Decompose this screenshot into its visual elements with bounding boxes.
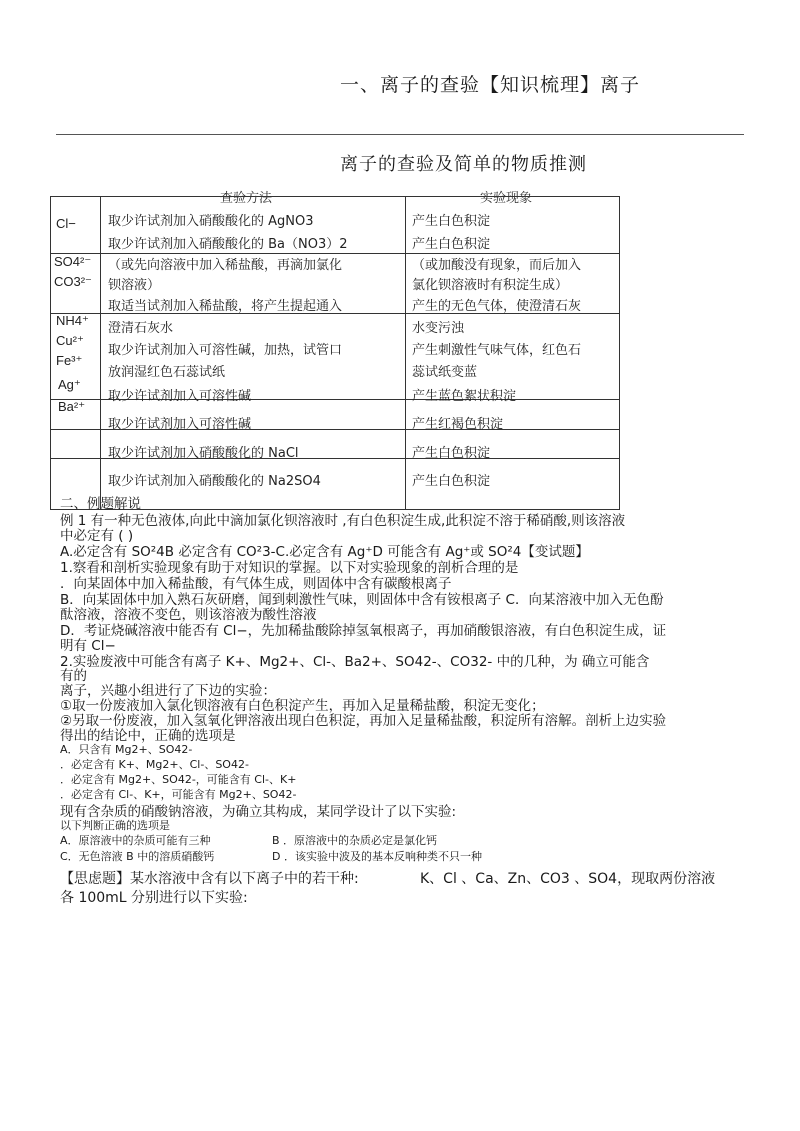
ion-label: Ag⁺ — [58, 377, 81, 392]
method-cell: 取少许试剂加入硝酸酸化的 AgNO3 — [108, 214, 314, 229]
section-title: 离子的查验及简单的物质推测 — [340, 154, 587, 175]
phenomenon-cell: 产生白色积淀 — [412, 474, 491, 489]
option-line: A．只含有 Mg2+、SO42- — [60, 743, 193, 756]
table-border — [619, 196, 620, 510]
text-line: ②另取一份废液，加入氢氧化钾溶液出现白色积淀，再加入足量稀盐酸，积淀所有溶解。剖析上边实验 — [60, 713, 667, 729]
option-line: ．必定含有 Cl-、K+，可能含有 Mg2+、SO42- — [60, 788, 297, 801]
phenomenon-cell: 产生白色积淀 — [412, 214, 491, 229]
method-cell: 取适当试剂加入稀盐酸，将产生提起通入 — [108, 299, 343, 314]
option-d: D ．该实验中波及的基本反响种类不只一种 — [272, 850, 482, 863]
horizontal-rule — [56, 134, 744, 135]
phenomenon-cell: 产生的无色气体，使澄清石灰 — [412, 299, 582, 314]
think-question: 【思虑题】某水溶液中含有以下离子中的若干种: — [60, 871, 359, 887]
ion-label: NH4⁺ — [56, 313, 89, 328]
table-border — [100, 196, 101, 510]
text-line: 有的 — [60, 668, 87, 684]
text-line: 中必定有 ( ) — [60, 528, 134, 544]
ion-label: CO3²⁻ — [54, 274, 92, 289]
method-cell: 取少许试剂加入硝酸酸化的 Na2SO4 — [108, 474, 321, 489]
text-line: 1.察看和剖析实验现象有助于对知识的掌握。以下对实验现象的剖析合理的是 — [60, 560, 519, 576]
text-line: 现有含杂质的硝酸钠溶液，为确立其构成，某同学设计了以下实验: — [60, 804, 457, 820]
think-ions: K、Cl 、Ca、Zn、CO3 、SO4，现取两份溶液 — [420, 871, 716, 887]
ion-label: Cu²⁺ — [56, 333, 84, 348]
method-cell: （或先向溶液中加入稀盐酸，再滴加氯化 — [108, 258, 343, 273]
text-line: 2.实验废液中可能含有离子 K+、Mg2+、Cl-、Ba2+、SO42-、CO32- 中的几种，为 确立可能含 — [60, 654, 650, 670]
header-method: 查验方法 — [220, 191, 273, 206]
option-line: ．必定含有 Mg2+、SO42-，可能含有 Cl-、K+ — [60, 773, 297, 786]
text-line: 明有 Cl− — [60, 638, 116, 654]
method-cell: 取少许试剂加入可溶性碱，加热，试管口 — [108, 343, 343, 358]
method-cell: 取少许试剂加入硝酸酸化的 Ba（NO3）2 — [108, 237, 348, 252]
phenomenon-cell: 氯化钡溶液时有积淀生成） — [412, 278, 569, 293]
text-line: D．考证烧碱溶液中能否有 Cl−，先加稀盐酸除掉氢氧根离子，再加硝酸银溶液，有白色积淀生成，证 — [60, 623, 667, 639]
ion-label: Ba²⁺ — [58, 399, 86, 414]
phenomenon-cell: 产生白色积淀 — [412, 446, 491, 461]
text-line: B．向某固体中加入熟石灰研磨，闻到刺激性气味，则固体中含有铵根离子 C．向某溶液中加入无色酚 — [60, 592, 664, 608]
text-line: A.必定含有 SO²4B 必定含有 CO²3-C.必定含有 Ag⁺D 可能含有 Ag⁺或 SO²4【变试题】 — [60, 544, 589, 560]
option-b: B ．原溶液中的杂质必定是氯化钙 — [272, 834, 438, 847]
page-title: 一、离子的查验【知识梳理】离子 — [340, 74, 641, 96]
phenomenon-cell: （或加酸没有现象，而后加入 — [412, 258, 582, 273]
option-a: A．原溶液中的杂质可能有三种 — [60, 834, 211, 847]
phenomenon-cell: 蕊试纸变蓝 — [412, 365, 478, 380]
ion-label: Fe³⁺ — [56, 353, 83, 368]
section-heading: 二、例题解说 — [60, 496, 141, 512]
method-cell: 取少许试剂加入可溶性碱 — [108, 417, 252, 432]
text-line: 以下判断正确的选项是 — [60, 819, 170, 832]
ion-label: SO4²⁻ — [54, 254, 92, 269]
text-line: 例 1 有一种无色液体,向此中滴加氯化钡溶液时 ,有白色积淀生成,此积淀不溶于稀硝酸,则该溶液 — [60, 513, 626, 529]
text-line: 离子，兴趣小组进行了下边的实验： — [60, 683, 276, 699]
text-line: ①取一份废液加入氯化钡溶液有白色积淀产生，再加入足量稀盐酸，积淀无变化； — [60, 698, 545, 714]
table-border — [405, 196, 406, 510]
ion-label: Cl− — [56, 216, 76, 231]
text-line: 酞溶液，溶液不变色，则该溶液为酸性溶液 — [60, 607, 317, 623]
ion-test-table — [50, 191, 620, 510]
method-cell: 钡溶液） — [108, 278, 161, 293]
phenomenon-cell: 产生蓝色絮状积淀 — [412, 389, 517, 404]
text-line: 各 100mL 分别进行以下实验: — [60, 890, 248, 906]
table-border — [50, 196, 51, 510]
option-c: C．无色溶液 B 中的溶质硝酸钙 — [60, 850, 215, 863]
phenomenon-cell: 产生红褐色积淀 — [412, 417, 504, 432]
phenomenon-cell: 水变污浊 — [412, 321, 465, 336]
text-line: 得出的结论中，正确的选项是 — [60, 728, 236, 744]
method-cell: 取少许试剂加入硝酸酸化的 NaCl — [108, 446, 299, 461]
method-cell: 放润湿红色石蕊试纸 — [108, 365, 226, 380]
phenomenon-cell: 产生白色积淀 — [412, 237, 491, 252]
phenomenon-cell: 产生刺激性气味气体，红色石 — [412, 343, 582, 358]
option-line: ．必定含有 K+、Mg2+、Cl-、SO42- — [60, 758, 249, 771]
text-line: ．向某固体中加入稀盐酸，有气体生成，则固体中含有碳酸根离子 — [60, 576, 452, 592]
table-border — [50, 196, 620, 197]
header-phenomenon: 实验现象 — [480, 191, 533, 206]
method-cell: 取少许试剂加入可溶性碱 — [108, 389, 252, 404]
method-cell: 澄清石灰水 — [108, 321, 174, 336]
